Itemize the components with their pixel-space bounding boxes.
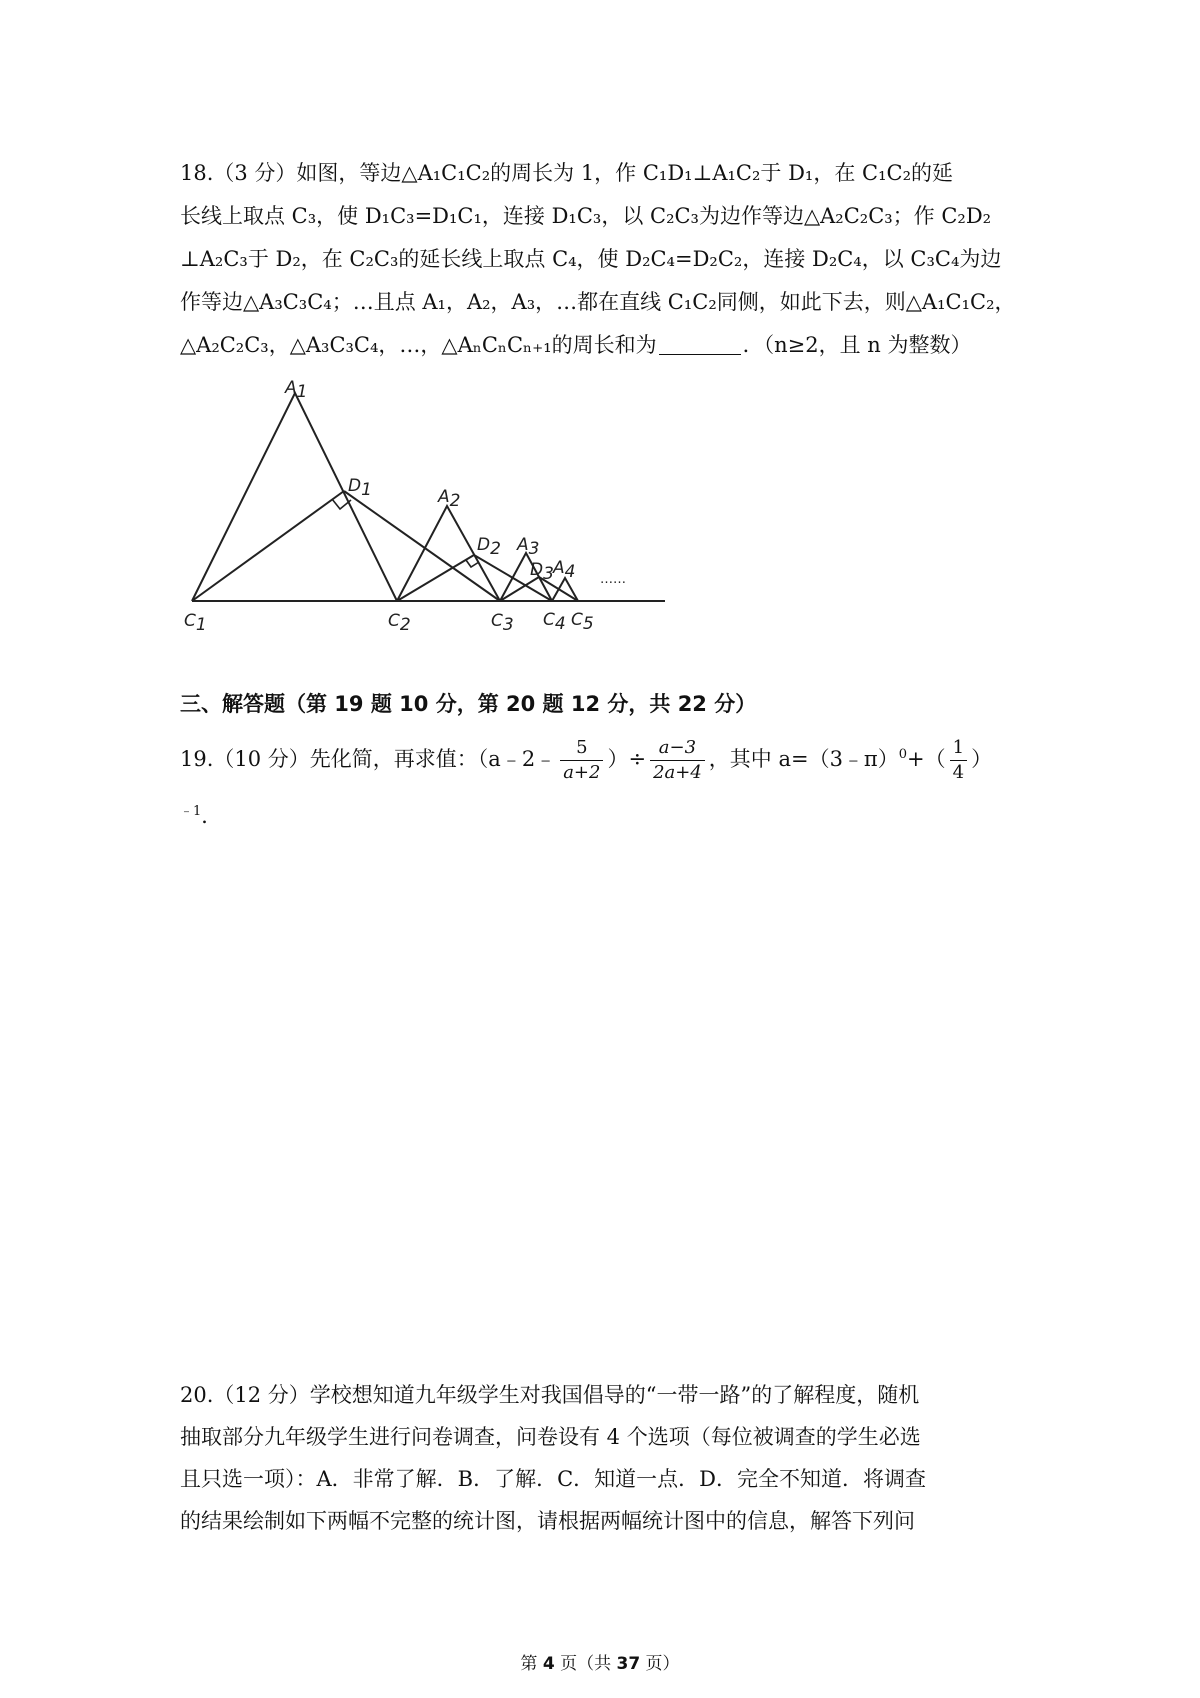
label-dots: …… — [600, 572, 626, 587]
q19-plus: +（ — [907, 747, 946, 771]
q18-line-4: 作等边△A₃C₃C₄；…且点 A₁，A₂，A₃，…都在直线 C₁C₂同侧，如此下去，则△A₁C₁C₂， — [180, 290, 1016, 314]
q20-line-1: 20.（12 分）学校想知道九年级学生对我国倡导的“一带一路”的了解程度，随机 — [180, 1383, 920, 1407]
q19-period: ． — [201, 804, 223, 828]
question-20 — [180, 1374, 926, 1542]
label-d3: D3 — [530, 560, 554, 584]
footer-suffix: 页） — [640, 1654, 680, 1674]
frac3-numerator: 1 — [950, 736, 967, 761]
fraction-a-minus-3-over-2a-plus-4 — [650, 736, 705, 785]
frac2-numerator: a−3 — [650, 736, 705, 761]
q18-line-3: ⊥A₂C₃于 D₂，在 C₂C₃的延长线上取点 C₄，使 D₂C₄=D₂C₂，连接 D₂C₄，以 C₃C₄为边 — [180, 247, 1002, 271]
label-a1: A1 — [285, 378, 308, 402]
q19-tail — [180, 800, 222, 830]
q18-line-1: 18.（3 分）如图，等边△A₁C₁C₂的周长为 1，作 C₁D₁⊥A₁C₂于 D₁，在 C₁C₂的延 — [180, 161, 953, 185]
q19-where: ，其中 a=（3﹣π） — [708, 747, 899, 771]
question-18 — [180, 152, 1016, 367]
frac1-denominator: a+2 — [563, 762, 601, 783]
q20-line-2: 抽取部分九年级学生进行问卷调查，问卷设有 4 个选项（每位被调查的学生必选 — [180, 1425, 921, 1449]
frac2-denominator: 2a+4 — [653, 762, 702, 783]
frac1-numerator: 5 — [560, 736, 603, 761]
page-number: 4 — [542, 1654, 555, 1674]
label-a2: A2 — [438, 487, 461, 511]
q20-line-3: 且只选一项）：A．非常了解．B．了解．C．知道一点．D．完全不知道．将调查 — [180, 1467, 926, 1491]
label-d2: D2 — [477, 535, 501, 559]
exponent-minus-one: ﹣1 — [180, 804, 202, 819]
q18-line-5-text: △A₂C₂C₃，△A₃C₃C₄，…，△AₙCₙCₙ₊₁的周长和为 — [180, 333, 657, 357]
answer-blank[interactable] — [659, 332, 741, 355]
q19-divide: ）÷ — [607, 747, 647, 771]
label-c5: C5 — [571, 610, 594, 634]
label-a3: A3 — [517, 535, 540, 559]
fraction-5-over-a-plus-2 — [560, 736, 603, 785]
frac3-denominator: 4 — [952, 762, 965, 783]
q18-line-2: 长线上取点 C₃，使 D₁C₃=D₁C₁，连接 D₁C₃，以 C₂C₃为边作等边△A₂C₂C₃；作 C₂D₂ — [180, 204, 992, 228]
page-total: 37 — [616, 1654, 641, 1674]
label-d1: D1 — [348, 476, 372, 500]
page-footer — [0, 1649, 1200, 1674]
label-c2: C2 — [388, 611, 411, 635]
q18-line-5 — [180, 324, 1016, 367]
q19-close: ） — [971, 747, 993, 771]
section-3-heading: 三、解答题（第 19 题 10 分，第 20 题 12 分，共 22 分） — [180, 692, 757, 716]
segment-c1-d1 — [192, 491, 344, 601]
q19-prefix: 19.（10 分）先化简，再求值：（a﹣2﹣ — [180, 747, 557, 771]
footer-mid: 页（共 — [554, 1654, 617, 1674]
question-19 — [180, 736, 992, 785]
exponent-zero: 0 — [898, 747, 908, 762]
label-c4: C4 — [543, 610, 566, 634]
q18-line-5-tail: ．（n≥2，且 n 为整数） — [742, 333, 972, 357]
label-c1: C1 — [184, 611, 207, 635]
footer-prefix: 第 — [520, 1654, 543, 1674]
label-a4: A4 — [553, 558, 576, 582]
label-c3: C3 — [491, 611, 514, 635]
triangle-figure — [180, 378, 670, 638]
q20-line-4: 的结果绘制如下两幅不完整的统计图，请根据两幅统计图中的信息，解答下列问 — [180, 1509, 915, 1533]
fraction-1-over-4 — [950, 736, 967, 785]
